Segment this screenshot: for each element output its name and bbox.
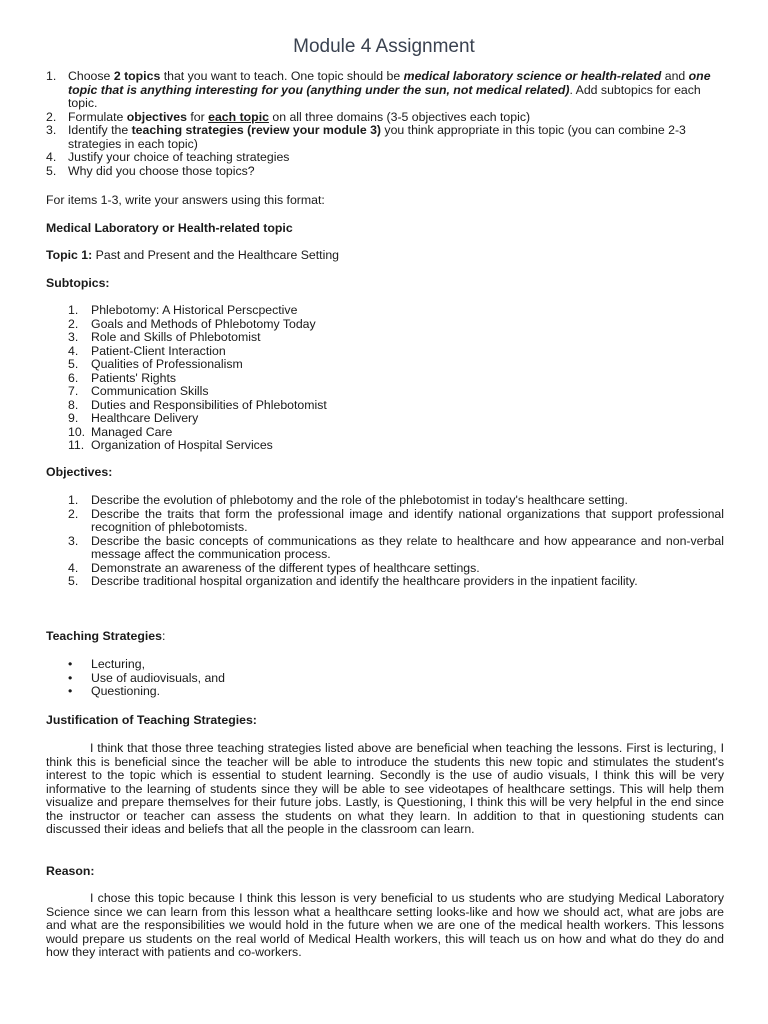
instruction-text: Why did you choose those topics? [68,163,255,178]
list-number: 3. [46,123,57,137]
reason-paragraph: I chose this topic because I think this lesson is very beneficial to us students who are studying Medical Laboratory Science since we can learn from this lesson what a healthcare setting looks-like and how we should act, what are jobs are and what are the responsibilities we would hold in the future when we are one of the medical health workers. This lessons would prepare us students on the real world of Medical Health workers, this will teach us on how and what do they do and how they interact with patients and co-workers. [46,891,724,959]
instruction-text: and [661,69,689,83]
topic-line [46,249,724,263]
instruction-item-1 [46,70,724,111]
instruction-emphasis: teaching strategies (review your module 3) [131,123,382,137]
strategies-heading-line [46,630,724,644]
list-item [46,426,724,440]
list-number: 10. [68,424,86,439]
subtopic-text: Communication Skills [91,384,209,398]
list-number: 5. [46,163,57,178]
subtopics-list [46,304,724,453]
objective-text: Describe the traits that form the professional image and identify national organizations that support professional recognition of phlebotomists. [91,506,724,534]
list-number: 1. [68,493,79,507]
subtopic-text: Phlebotomy: A Historical Perscpective [91,303,298,317]
bullet-icon: • [68,684,73,698]
instruction-item-2 [46,111,724,125]
instruction-text: Choose [68,69,114,83]
list-item [46,385,724,399]
list-item [46,412,724,426]
instruction-emphasis: each topic [208,109,269,124]
list-number: 3. [68,330,79,344]
instruction-emphasis: medical laboratory science or health-related [403,69,662,83]
list-number: 6. [68,370,79,385]
list-number: 2. [68,506,79,521]
strategy-text: Lecturing, [91,657,146,671]
list-item [46,535,724,562]
objective-text: Describe traditional hospital organization and identify the healthcare providers in the inpatient facility. [91,574,638,588]
list-number: 1. [46,69,57,83]
subtopic-text: Healthcare Delivery [91,411,199,425]
instruction-text: on all three domains (3-5 objectives each topic) [268,109,531,124]
bullet-icon: • [68,670,73,685]
instruction-emphasis: 2 topics [113,69,161,83]
list-item [46,372,724,386]
list-item [46,672,724,686]
instructions-list [46,70,724,178]
list-number: 11. [68,438,85,452]
subtopic-text: Role and Skills of Phlebotomist [91,330,261,344]
instruction-item-5 [46,165,724,179]
list-number: 9. [68,411,79,425]
list-number: 4. [68,343,79,358]
list-item [46,562,724,576]
instruction-text: Justify your choice of teaching strategies [68,150,290,164]
list-item [46,304,724,318]
subtopic-text: Goals and Methods of Phlebotomy Today [91,316,316,331]
subtopic-text: Managed Care [91,424,173,439]
subtopic-text: Duties and Responsibilities of Phlebotomist [91,397,327,412]
page-title: Module 4 Assignment [293,36,475,57]
instruction-item-3 [46,124,724,151]
list-item [46,399,724,413]
instruction-text: that you want to teach. One topic should be [160,69,404,83]
list-item [46,318,724,332]
list-number: 1. [68,303,79,317]
list-number: 5. [68,357,79,371]
instruction-text: Formulate [68,109,127,124]
bullet-icon: • [68,657,73,671]
instruction-text: Identify the [68,123,132,137]
subtopic-text: Patients' Rights [91,370,177,385]
instruction-text: for [186,109,209,124]
instruction-item-4 [46,151,724,165]
list-item [46,358,724,372]
objectives-list [46,494,724,589]
subtopic-text: Organization of Hospital Services [91,438,273,452]
instruction-emphasis: objectives [126,109,187,124]
list-item [46,658,724,672]
format-note: For items 1-3, write your answers using this format: [46,193,325,207]
topic-value: Past and Present and the Healthcare Setting [92,248,340,262]
instruction-text: you think appropriate in this topic (you can combine 2-3 strategies in each topic) [68,123,686,151]
list-number: 4. [68,560,79,575]
topic-label: Topic 1: [46,248,93,262]
objectives-heading: Objectives: [46,465,113,479]
list-item [46,439,724,453]
list-number: 5. [68,574,79,588]
strategy-text: Use of audiovisuals, and [91,670,225,685]
category-heading: Medical Laboratory or Health-related topic [46,221,293,235]
strategy-text: Questioning. [91,684,161,698]
subtopic-text: Patient-Client Interaction [91,343,226,358]
list-item [46,494,724,508]
reason-heading: Reason: [46,864,95,878]
subtopics-heading: Subtopics: [46,276,110,290]
list-item [46,508,724,535]
strategies-heading: Teaching Strategies [46,629,162,643]
list-item [46,331,724,345]
justification-paragraph: I think that those three teaching strategies listed above are beneficial when teaching the lessons. First is lecturing, I think this is beneficial since the teacher will be able to introduce the students this new topic and stimulates the student's interest to the topic which is essential to student learning. Secondly is the use of audio visuals, I think this will be very informative to the learning of students since they will be able to see videotapes of healthcare settings. This will help them visualize and prepare themselves for their future jobs. Lastly, is Questioning, I think this will be very helpful in the end since the instructor or teacher can assess the students on what they learn. In addition to that in questioning students can discussed their ideas and beliefs that all the people in the classroom can learn. [46,741,724,836]
list-number: 3. [68,533,79,548]
strategies-colon: : [161,629,166,643]
list-number: 2. [46,109,57,124]
subtopic-text: Qualities of Professionalism [91,357,243,371]
list-item [46,685,724,699]
list-number: 4. [46,150,57,164]
list-item [46,345,724,359]
instruction-emphasis: one topic that is anything interesting for you (anything under the sun, not medical related) [68,69,711,97]
justification-heading: Justification of Teaching Strategies: [46,713,257,727]
objective-text: Demonstrate an awareness of the different types of healthcare settings. [91,560,480,575]
objective-text: Describe the evolution of phlebotomy and the role of the phlebotomist in today's healthcare setting. [91,493,628,507]
list-item [46,575,724,589]
instruction-text: . Add subtopics for each topic. [68,82,701,110]
list-number: 7. [68,384,79,398]
list-number: 2. [68,316,79,331]
strategies-list [46,658,724,699]
objective-text: Describe the basic concepts of communications as they relate to healthcare and how appearance and non-verbal message affect the communication process. [91,533,724,561]
list-number: 8. [68,397,79,412]
